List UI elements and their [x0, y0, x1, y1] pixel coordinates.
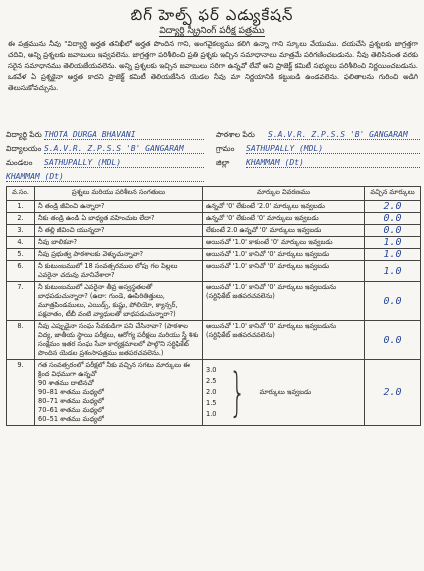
row-number: 7. — [7, 282, 35, 321]
district-label: జిల్లా — [216, 158, 230, 167]
row-question: నీ కుటుంబములో ఎవరైనా తీవ్ర అస్వస్థతలతో బాధపడుచున్నారా? (ఉదా: గుండె, ఊపిరితిత్తులు, మూత్రపిండములు, ఎయిడ్స్, కుష్టు, పోలియో, క్యాన్సర్, పక్షవాతం, టీబీ వంటి వ్యాధులతో బాధపడుచున్నారా?) — [35, 282, 203, 321]
row-criteria: అయినచో '1.0' కాకుంటే '0' మార్కులు ఇవ్వబడు — [203, 237, 365, 249]
row-question: నీవు బాలికవా? — [35, 237, 203, 249]
row-question: నీవు ప్రభుత్వ పాఠశాలకు వెళ్ళుచున్నావా? — [35, 249, 203, 261]
row-question: నీకు తండ్రి ఉండి ఏ బాధ్యత వహించుట లేదా? — [35, 213, 203, 225]
row-number: 9. — [7, 360, 35, 426]
grade-item: 60–51 శాతము మధ్యలో — [38, 415, 104, 423]
row-marks: 1.0 — [365, 237, 421, 249]
row-marks: 1.0 — [365, 249, 421, 261]
marks-scale — [206, 362, 361, 423]
row-marks: 0.0 — [365, 282, 421, 321]
row-question: నీ కుటుంబములో 18 సంవత్సరముల లోపు గల పిల్లలు ఎవరైనా చదువు మానివేశారా? — [35, 261, 203, 282]
table-row — [7, 282, 421, 321]
row-question: నీ తండ్రి జీవించి ఉన్నారా? — [35, 201, 203, 213]
village-label: గ్రామం — [216, 144, 235, 153]
table-row — [7, 360, 421, 426]
table-row — [7, 225, 421, 237]
row-number: 4. — [7, 237, 35, 249]
row-question — [35, 360, 203, 426]
district-value-2: KHAMMAM (Dt) — [246, 158, 420, 168]
table-row — [7, 201, 421, 213]
scale-values — [206, 365, 217, 420]
row-marks: 2.0 — [365, 360, 421, 426]
row-criteria: అయినచో '1.0' కానిచో '0' మార్కులు ఇవ్వబడు — [203, 261, 365, 282]
district-value: KHAMMAM (Dt) — [6, 172, 204, 182]
mandal-value: SATHUPALLY (MDL) — [44, 158, 204, 168]
row-question: నీవు ఎప్పుడైనా సంఘ సేవకుడిగా పని చేసినావా? (పాఠశాల విద్య, జాతీయ స్థాయి పరీక్షలు, ఆరోగ్య పరీక్షలు మరియు స్త్రీ శిశు సంక్షేమం ఇతర సంఘ సేవా కార్యక్రమాలలో పాల్గొని సర్టిఫికేట్ పొందిన యెడల ప్రశంసాపత్రము జతపరచవలెను.) — [35, 321, 203, 360]
school-name-label: పాఠశాల పేరు — [216, 130, 255, 139]
school-label: విద్యాలయం — [6, 144, 42, 153]
row-marks: 0.0 — [365, 213, 421, 225]
table-row — [7, 261, 421, 282]
right-brace-icon: } — [228, 362, 246, 423]
grade-question-text: గత సంవత్సరంలో పరీక్షలో నీకు వచ్చిన సగటు మార్కులు ఈ క్రింద విధముగా ఉన్నచో — [38, 361, 190, 378]
table-header-row — [7, 187, 421, 201]
row-marks: 0.0 — [365, 321, 421, 360]
row-criteria: లేకుంటే 2.0 ఉన్నచో '0' మార్కులు ఇవ్వబడు — [203, 225, 365, 237]
row-marks: 1.0 — [365, 261, 421, 282]
row-criteria: అయినచో '1.0' కానిచో '0' మార్కులు ఇవ్వబడును (సర్టిఫికేట్ జతపరచవలెను) — [203, 282, 365, 321]
row-question: నీ తల్లి జీవించి యున్నదా? — [35, 225, 203, 237]
student-name-label: విద్యార్థి పేరు — [6, 130, 42, 139]
row-marks: 0.0 — [365, 225, 421, 237]
scale-criteria-text: మార్కులు ఇవ్వబడు — [259, 388, 312, 396]
row-number: 3. — [7, 225, 35, 237]
col-header-question: ప్రశ్నలు మరియు పరిశీలన సంగతులు — [35, 187, 203, 201]
screening-table — [6, 186, 421, 426]
table-row — [7, 237, 421, 249]
row-criteria: ఉన్నచో '0' లేకుంటే '2.0' మార్కులు ఇవ్వబడు — [203, 201, 365, 213]
scale-value: 1.0 — [206, 410, 217, 418]
school-name-value: S.A.V.R. Z.P.S.S 'B' GANGARAM — [268, 130, 420, 140]
col-header-marks: వచ్చిన మార్కులు — [365, 187, 421, 201]
row-number: 1. — [7, 201, 35, 213]
col-header-number: వ.సం. — [7, 187, 35, 201]
col-header-criteria: మార్కుల వివరణము — [203, 187, 365, 201]
grade-item: 90 శాతము దాటినచో — [38, 379, 94, 387]
scale-value: 3.0 — [206, 366, 217, 374]
row-marks: 2.0 — [365, 201, 421, 213]
grade-item: 80–71 శాతము మధ్యలో — [38, 397, 104, 405]
scale-value: 2.0 — [206, 388, 217, 396]
scale-value: 1.5 — [206, 399, 217, 407]
table-row — [7, 249, 421, 261]
mandal-label: మండలం — [6, 158, 33, 167]
form-subtitle: విద్యార్థి స్క్రీనింగ్ పరీక్ష పత్రము — [159, 26, 265, 36]
grade-item: 90–81 శాతము మధ్యలో — [38, 388, 104, 396]
grade-item: 70–61 శాతము మధ్యలో — [38, 406, 104, 414]
school-value: S.A.V.R. Z.P.S.S 'B' GANGARAM — [44, 144, 204, 154]
row-number: 6. — [7, 261, 35, 282]
row-number: 5. — [7, 249, 35, 261]
form-instructions: ఈ పత్రమును నీవు "విద్యార్థి అర్హత తనిఖీలో అర్హత పొందిన గాని, అంగవైకల్యము కలిగి ఉన్నా గాని స్కూలు వేయుము. దయచేసి ప్రశ్నలకు జాగ్రత్తగా చదివి, అన్ని ప్రశ్నలకు జవాబులు ఇవ్వవలెను. జాగ్రత్తగా పరిశీలించి ప్రతి ప్రశ్నకు ఇచ్చిన సమాధానాలు మాత్రమే పరిగణించబడును. నీవు తెలిసినంత వరకు సరైన సమాధానము తెలియజేయవలెను. అన్ని ప్రశ్నలకు ఇచ్చిన జవాబులు సరిగా ఉన్నవో లేవో అని ప్రాజెక్ట్ కమిటీ సభ్యులు పరిశీలించి నిర్ణయించబడును. ఒకవేళ ఏ ప్రశ్నకైనా అర్హత కాదని ప్రాజెక్ట్ కమిటీ తెలియజేసిన యెడల నీవు మా నిర్ణయానికి కట్టుబడి ఉండవలెను. ఫలితాలను గురించి అడిగి తెలుసుకోవచ్చును. — [8, 40, 418, 92]
row-criteria: ఉన్నచో '0' లేకుంటే '0' మార్కులు ఇవ్వబడు — [203, 213, 365, 225]
row-number: 2. — [7, 213, 35, 225]
table-row — [7, 321, 421, 360]
student-name-value: THOTA DURGA BHAVANI — [44, 130, 204, 140]
table-row — [7, 213, 421, 225]
scale-value: 2.5 — [206, 377, 217, 385]
row-number: 8. — [7, 321, 35, 360]
village-value: SATHUPALLY (MDL) — [246, 144, 420, 154]
form-title: బిగ్ హెల్ప్ ఫర్ ఎడ్యుకేషన్ — [130, 6, 294, 24]
row-criteria — [203, 360, 365, 426]
row-criteria: అయినచో '1.0' కానిచో '0' మార్కులు ఇవ్వబడును (సర్టిఫికేట్ జతపరచవలెను) — [203, 321, 365, 360]
row-criteria: అయినచో '1.0' కానిచో '0' మార్కులు ఇవ్వబడు — [203, 249, 365, 261]
